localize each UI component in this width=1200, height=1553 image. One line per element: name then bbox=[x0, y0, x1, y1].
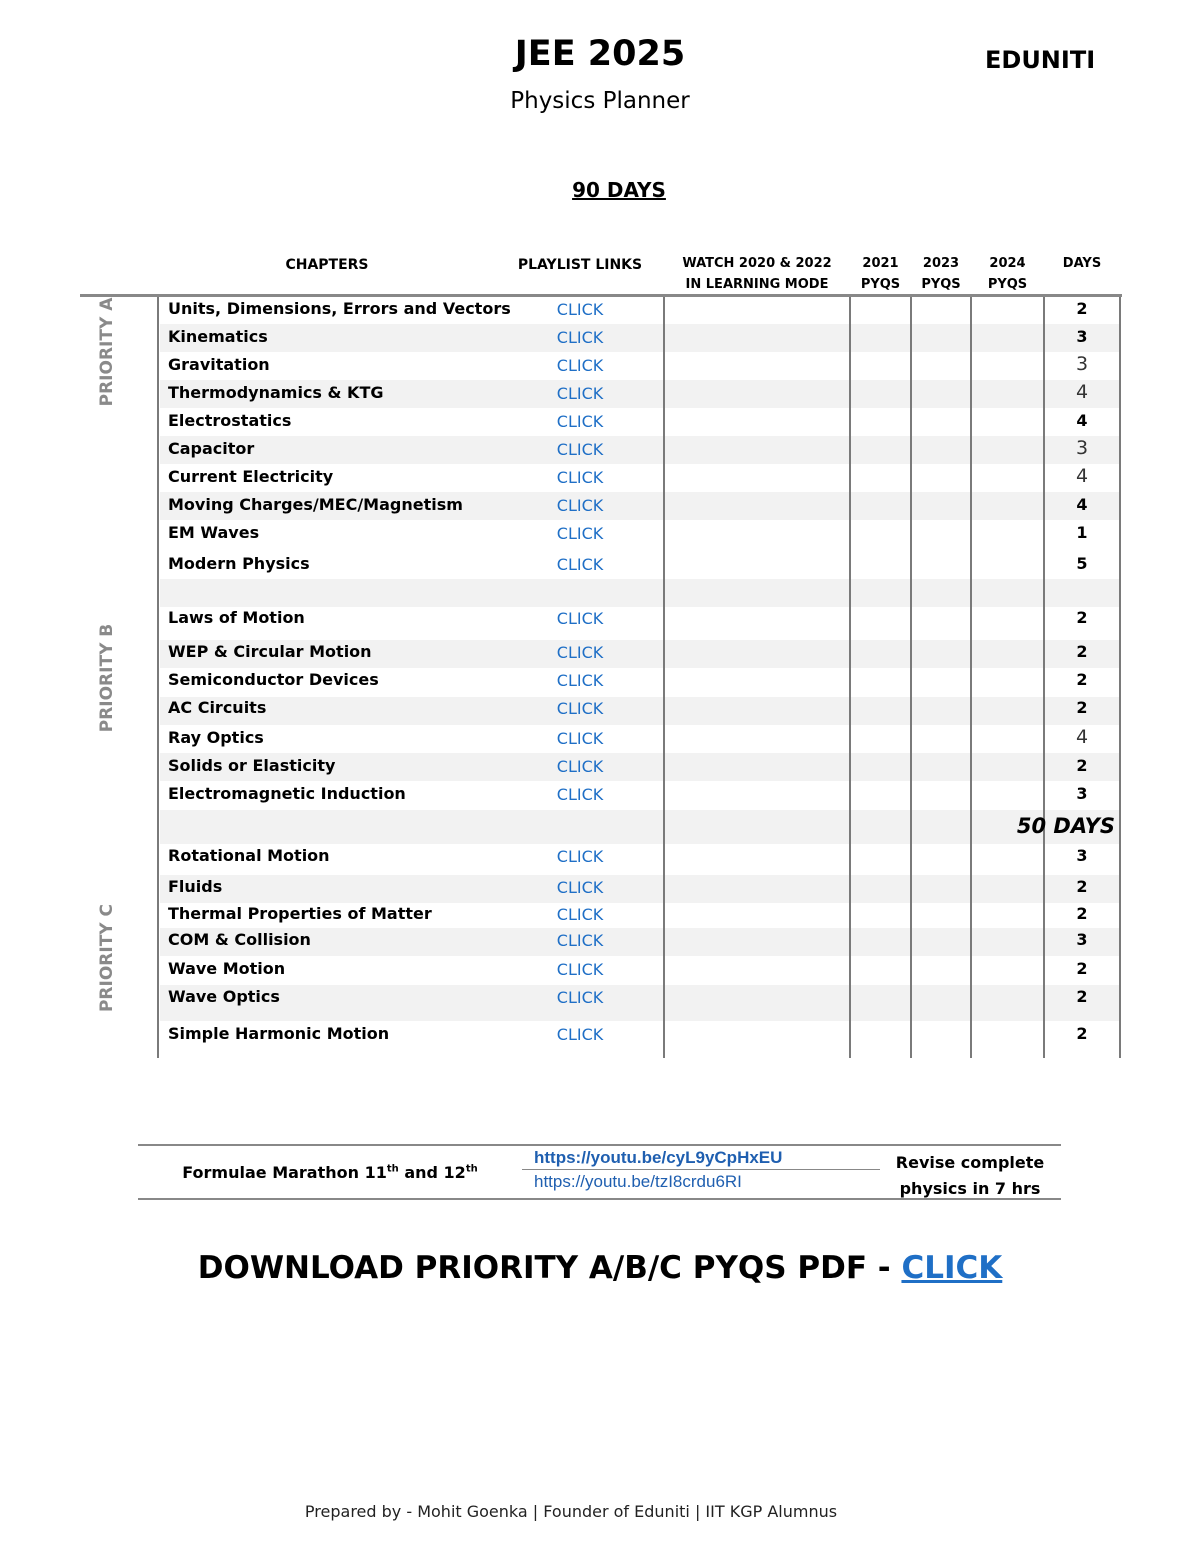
chapter-name: Wave Motion bbox=[168, 959, 286, 978]
table-row bbox=[160, 380, 1120, 408]
days-value: 2 bbox=[1076, 698, 1088, 717]
chapter-name: Units, Dimensions, Errors and Vectors bbox=[168, 299, 511, 318]
playlist-link[interactable]: CLICK bbox=[556, 699, 604, 718]
header-2024-year: 2024 bbox=[989, 256, 1026, 271]
table-row bbox=[160, 436, 1120, 464]
column-divider bbox=[157, 297, 159, 1058]
formulae-link-12[interactable]: https://youtu.be/tzI8crdu6RI bbox=[534, 1172, 742, 1191]
header-watch bbox=[664, 253, 850, 295]
chapter-name: COM & Collision bbox=[168, 930, 311, 949]
days-value: 3 bbox=[1076, 846, 1088, 865]
chapter-name: EM Waves bbox=[168, 523, 260, 542]
revise-note bbox=[880, 1150, 1060, 1202]
table-row bbox=[160, 984, 1120, 1012]
header-playlist-links: PLAYLIST LINKS bbox=[517, 257, 643, 273]
playlist-link[interactable]: CLICK bbox=[556, 878, 604, 897]
days-value: 2 bbox=[1076, 877, 1088, 896]
table-row bbox=[160, 464, 1120, 492]
header-chapters: CHAPTERS bbox=[285, 257, 369, 273]
chapter-name: Laws of Motion bbox=[168, 608, 305, 627]
days-value: 4 bbox=[1076, 411, 1088, 430]
playlist-link[interactable]: CLICK bbox=[556, 524, 604, 543]
table-row bbox=[160, 1021, 1120, 1049]
chapter-name: WEP & Circular Motion bbox=[168, 642, 372, 661]
table-row bbox=[160, 408, 1120, 436]
days-value: 2 bbox=[1076, 642, 1088, 661]
days-value: 3 bbox=[1075, 353, 1089, 375]
header-watch-line2: IN LEARNING MODE bbox=[685, 277, 829, 292]
chapter-name: Kinematics bbox=[168, 327, 268, 346]
chapter-name: Ray Optics bbox=[168, 728, 264, 747]
days-value: 3 bbox=[1075, 437, 1089, 459]
header-2023-pyqs bbox=[911, 253, 971, 295]
download-text: DOWNLOAD PRIORITY A/B/C PYQS PDF - bbox=[197, 1250, 902, 1286]
chapter-name: Simple Harmonic Motion bbox=[168, 1024, 390, 1043]
table-row bbox=[160, 927, 1120, 955]
chapter-name: Capacitor bbox=[168, 439, 255, 458]
chapter-name: Thermodynamics & KTG bbox=[168, 383, 384, 402]
formulae-link-11[interactable]: https://youtu.be/cyL9yCpHxEU bbox=[534, 1148, 783, 1167]
table-row bbox=[160, 753, 1120, 781]
days-value: 2 bbox=[1076, 299, 1088, 318]
playlist-link[interactable]: CLICK bbox=[556, 496, 604, 515]
playlist-link[interactable]: CLICK bbox=[556, 412, 604, 431]
table-row bbox=[160, 901, 1120, 929]
playlist-link[interactable]: CLICK bbox=[556, 988, 604, 1007]
days-value: 2 bbox=[1076, 608, 1088, 627]
revise-note-line1: Revise complete bbox=[895, 1153, 1045, 1172]
subtotal-days: 50 DAYS bbox=[1016, 814, 1115, 838]
priority-c-label: PRIORITY C bbox=[97, 903, 117, 1013]
playlist-link[interactable]: CLICK bbox=[556, 847, 604, 866]
playlist-link[interactable]: CLICK bbox=[556, 1025, 604, 1044]
header-watch-line1: WATCH 2020 & 2022 bbox=[682, 256, 832, 271]
table-row bbox=[160, 296, 1120, 324]
table-row bbox=[160, 551, 1120, 579]
playlist-link[interactable]: CLICK bbox=[556, 905, 604, 924]
download-banner bbox=[0, 1250, 1200, 1286]
header-2023-pyqs-label: PYQS bbox=[921, 277, 961, 292]
chapter-name: Wave Optics bbox=[168, 987, 280, 1006]
plan-duration: 90 DAYS bbox=[572, 178, 666, 202]
brand-name: EDUNITI bbox=[985, 46, 1096, 74]
chapter-name: Moving Charges/MEC/Magnetism bbox=[168, 495, 463, 514]
chapter-name: Modern Physics bbox=[168, 554, 310, 573]
playlist-link[interactable]: CLICK bbox=[556, 468, 604, 487]
formulae-label-pre: Formulae Marathon 11 bbox=[182, 1163, 387, 1182]
download-link[interactable]: CLICK bbox=[901, 1250, 1003, 1286]
playlist-link[interactable]: CLICK bbox=[556, 671, 604, 690]
days-value: 4 bbox=[1075, 726, 1089, 748]
days-value: 2 bbox=[1076, 756, 1088, 775]
header-2024-pyqs-label: PYQS bbox=[987, 277, 1028, 292]
chapter-name: Electrostatics bbox=[168, 411, 292, 430]
days-value: 3 bbox=[1076, 784, 1088, 803]
subtotal-band bbox=[160, 810, 1120, 844]
formulae-label-mid: and 12 bbox=[398, 1163, 466, 1182]
days-value: 3 bbox=[1076, 930, 1088, 949]
table-row bbox=[160, 725, 1120, 753]
days-value: 1 bbox=[1076, 523, 1088, 542]
playlist-link[interactable]: CLICK bbox=[556, 328, 604, 347]
days-value: 2 bbox=[1076, 1024, 1088, 1043]
chapter-name: Thermal Properties of Matter bbox=[168, 904, 432, 923]
days-value: 2 bbox=[1076, 987, 1088, 1006]
days-value: 4 bbox=[1075, 465, 1089, 487]
header-2021-year: 2021 bbox=[862, 256, 899, 271]
formulae-top-rule bbox=[138, 1144, 1061, 1146]
chapter-name: Electromagnetic Induction bbox=[168, 784, 406, 803]
playlist-link[interactable]: CLICK bbox=[556, 384, 604, 403]
table-row bbox=[160, 956, 1120, 984]
chapter-name: Current Electricity bbox=[168, 467, 334, 486]
priority-a-label: PRIORITY A bbox=[97, 297, 117, 407]
table-row bbox=[160, 520, 1120, 548]
table-row bbox=[160, 492, 1120, 520]
table-row bbox=[160, 695, 1120, 723]
days-value: 3 bbox=[1076, 327, 1088, 346]
formulae-mid-rule bbox=[522, 1169, 880, 1170]
playlist-link[interactable]: CLICK bbox=[556, 609, 604, 628]
spacer-band bbox=[160, 579, 1120, 607]
playlist-link[interactable]: CLICK bbox=[556, 300, 604, 319]
table-row bbox=[160, 639, 1120, 667]
days-value: 2 bbox=[1076, 959, 1088, 978]
header-2021-pyqs bbox=[850, 253, 911, 295]
header-2023-year: 2023 bbox=[922, 256, 960, 271]
footer-credit: Prepared by - Mohit Goenka | Founder of Eduniti | IIT KGP Alumnus bbox=[304, 1502, 838, 1521]
chapter-name: AC Circuits bbox=[168, 698, 267, 717]
header-days: DAYS bbox=[1062, 256, 1102, 271]
chapter-name: Solids or Elasticity bbox=[168, 756, 336, 775]
chapter-name: Rotational Motion bbox=[168, 846, 330, 865]
table-row bbox=[160, 781, 1120, 809]
chapter-name: Fluids bbox=[168, 877, 223, 896]
header-2024-pyqs bbox=[971, 253, 1044, 295]
days-value: 2 bbox=[1076, 904, 1088, 923]
playlist-link[interactable]: CLICK bbox=[556, 757, 604, 776]
formulae-marathon-label bbox=[150, 1163, 510, 1182]
page-subtitle: Physics Planner bbox=[510, 88, 690, 114]
chapter-name: Gravitation bbox=[168, 355, 270, 374]
formulae-sup-11: th bbox=[386, 1163, 399, 1175]
table-row bbox=[160, 324, 1120, 352]
table-row bbox=[160, 874, 1120, 902]
playlist-link[interactable]: CLICK bbox=[556, 643, 604, 662]
page-title: JEE 2025 bbox=[514, 34, 686, 74]
playlist-link[interactable]: CLICK bbox=[556, 356, 604, 375]
days-value: 5 bbox=[1076, 554, 1088, 573]
table-row bbox=[160, 352, 1120, 380]
table-row bbox=[160, 843, 1120, 871]
playlist-link[interactable]: CLICK bbox=[556, 960, 604, 979]
table-row bbox=[160, 667, 1120, 695]
playlist-link[interactable]: CLICK bbox=[556, 785, 604, 804]
header-2021-pyqs-label: PYQS bbox=[860, 277, 901, 292]
formulae-sup-12: th bbox=[465, 1163, 478, 1175]
table-row bbox=[160, 605, 1120, 633]
playlist-link[interactable]: CLICK bbox=[556, 440, 604, 459]
days-value: 2 bbox=[1076, 670, 1088, 689]
priority-b-label: PRIORITY B bbox=[97, 623, 117, 733]
revise-note-line2: physics in 7 hrs bbox=[899, 1179, 1041, 1198]
days-value: 4 bbox=[1076, 495, 1088, 514]
playlist-link[interactable]: CLICK bbox=[556, 555, 604, 574]
days-value: 4 bbox=[1075, 381, 1089, 403]
playlist-link[interactable]: CLICK bbox=[556, 931, 604, 950]
chapter-name: Semiconductor Devices bbox=[168, 670, 379, 689]
playlist-link[interactable]: CLICK bbox=[556, 729, 604, 748]
